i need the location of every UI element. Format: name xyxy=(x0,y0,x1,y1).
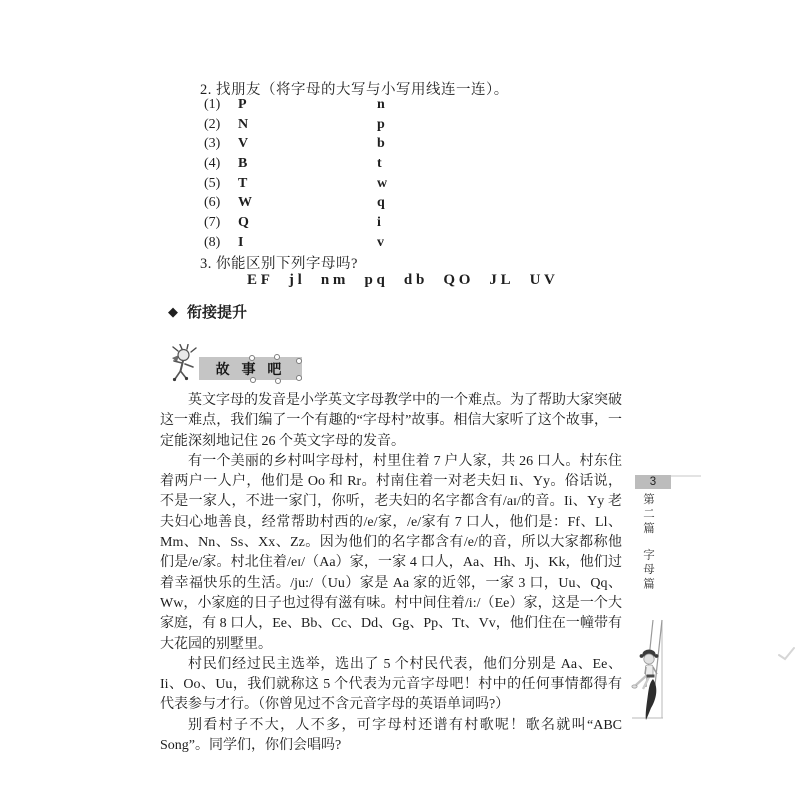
story-text xyxy=(160,391,622,756)
lowercase-letter: i xyxy=(377,214,381,230)
uppercase-letter: V xyxy=(238,136,249,152)
story-box-plate xyxy=(199,357,302,380)
row-number: (6) xyxy=(204,195,221,211)
matching-row xyxy=(204,115,624,135)
letter-pair: J L xyxy=(489,272,511,288)
uppercase-letter: N xyxy=(238,116,249,132)
matching-row xyxy=(204,134,624,154)
matching-row xyxy=(204,233,624,253)
page-number-tab: 3 xyxy=(635,475,671,489)
uppercase-letter: I xyxy=(238,234,244,250)
matching-exercise xyxy=(204,95,624,253)
matching-row xyxy=(204,154,624,174)
tab-divider-line xyxy=(671,475,701,477)
side-margin-labels xyxy=(640,493,656,592)
uppercase-letter: P xyxy=(238,96,247,112)
rivet-dot-icon xyxy=(275,378,281,384)
chapter-label: 字母篇 xyxy=(642,548,654,592)
letter-pair-row xyxy=(247,272,555,289)
matching-row xyxy=(204,174,624,194)
letter-pair: n m xyxy=(320,272,346,288)
story-paragraph: 有一个美丽的乡村叫字母村，村里住着 7 户人家，共 26 口人。村东住着两户一人户，他们是 Oo 和 Rr。村南住着一对老夫妇 Ii、Yy。俗话说，不是一家人，不进一家门，你听，老夫妇的名字都含有/aɪ/的音。Ii、Yy 老夫妇心地善良，经常帮助村西的/e/家，/e/家有 7 口人，他们是：Ff、Ll、Mm、Nn、Ss、Xx、Zz。因为他们的名字都含有/e/的音，所以大家都称他们是/e/家。村北住着/eɪ/（Aa）家，一家 4 口人，Aa、Hh、Jj、Kk，他们过着幸福快乐的生活。/ju:/（Uu）家是 Aa 家的近邻，一家 3 口，Uu、Qq、Ww，小家庭的日子也过得有滋有味。村中间住着/i:/（Ee）家，这是一个大家庭，有 8 口人，Ee、Bb、Cc、Dd、Gg、Pp、Tt、Vv，他们住在一幢带有大花园的别墅里。 xyxy=(160,453,622,652)
lowercase-letter: v xyxy=(377,234,384,250)
child-on-swing-illustration xyxy=(620,588,732,726)
matching-row xyxy=(204,95,624,115)
story-paragraph: 别看村子不大，人不多，可字母村还谱有村歌呢！歌名就叫“ABC Song”。同学们，你们会唱吗? xyxy=(160,717,622,754)
row-number: (7) xyxy=(204,214,221,230)
row-number: (1) xyxy=(204,96,221,112)
letter-pair: p q xyxy=(364,272,385,288)
letter-pair: E F xyxy=(247,272,270,288)
story-paragraph: 村民们经过民主选举，选出了 5 个村民代表，他们分别是 Aa、Ee、Ii、Oo、Uu，我们就称这 5 个代表为元音字母吧！村中的任何事情都得有代表参与才行。（你曾见过不含元音字母的英语单词吗?） xyxy=(160,656,622,713)
uppercase-letter: W xyxy=(238,195,252,211)
lowercase-letter: p xyxy=(377,116,385,132)
row-number: (3) xyxy=(204,136,221,152)
lowercase-letter: b xyxy=(377,136,385,152)
exercise-2-title: 2. 找朋友（将字母的大写与小写用线连一连）。 xyxy=(200,82,509,98)
rivet-dot-icon xyxy=(250,377,256,383)
rivet-dot-icon xyxy=(249,355,255,361)
lowercase-letter: w xyxy=(377,175,388,191)
rivet-dot-icon xyxy=(296,375,302,381)
matching-row xyxy=(204,213,624,233)
row-number: (8) xyxy=(204,234,221,250)
letter-pair: Q O xyxy=(443,272,471,288)
uppercase-letter: B xyxy=(238,155,248,171)
letter-pair: U V xyxy=(529,272,555,288)
row-number: (2) xyxy=(204,116,221,132)
row-number: (4) xyxy=(204,155,221,171)
story-box xyxy=(170,344,310,386)
story-box-label: 故 事 吧 xyxy=(215,360,286,377)
rivet-dot-icon xyxy=(296,358,302,364)
section-header xyxy=(168,301,247,322)
lowercase-letter: n xyxy=(377,96,385,112)
diamond-icon: ◆ xyxy=(168,303,178,319)
uppercase-letter: T xyxy=(238,175,248,191)
letter-pair: d b xyxy=(403,272,425,288)
uppercase-letter: Q xyxy=(238,214,249,230)
section-header-label: 衔接提升 xyxy=(187,304,248,321)
story-paragraph: 英文字母的发音是小学英文字母教学中的一个难点。为了帮助大家突破这一难点，我们编了一个有趣的“字母村”故事。相信大家听了这个故事，一定能深刻地记住 26 个英文字母的发音。 xyxy=(160,393,622,449)
lowercase-letter: q xyxy=(377,195,385,211)
part-label: 第二篇 xyxy=(642,493,654,537)
letter-pair: j l xyxy=(288,272,302,288)
exercise-3-title: 3. 你能区别下列字母吗? xyxy=(200,256,358,272)
row-number: (5) xyxy=(204,175,221,191)
edge-mark xyxy=(778,646,798,662)
matching-row xyxy=(204,193,624,213)
rivet-dot-icon xyxy=(274,354,280,360)
lowercase-letter: t xyxy=(377,155,382,171)
